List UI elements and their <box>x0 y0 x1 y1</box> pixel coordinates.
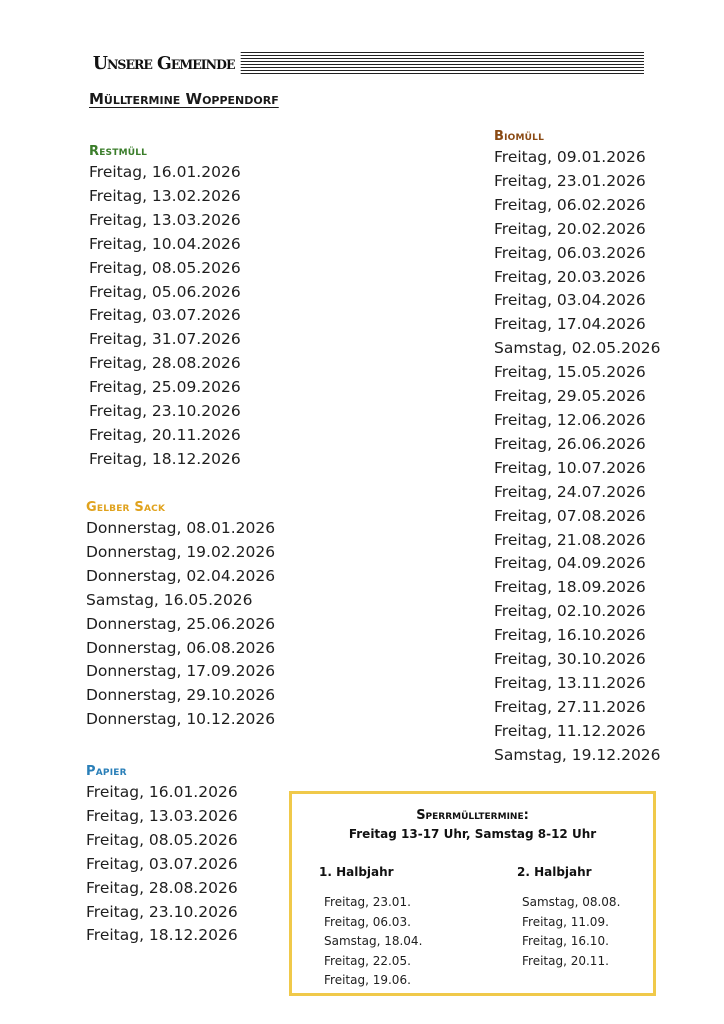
date-item: Freitag, 30.10.2026 <box>494 650 646 669</box>
date-item: Freitag, 23.01. <box>324 895 411 909</box>
second-half-date-list <box>522 893 620 971</box>
date-item: Freitag, 22.05. <box>324 953 411 968</box>
date-item: Freitag, 23.01.2026 <box>494 171 646 190</box>
date-item: Freitag, 08.05.2026 <box>89 258 241 277</box>
date-item: Freitag, 11.12.2026 <box>494 721 646 740</box>
date-item: Freitag, 04.09.2026 <box>494 554 646 573</box>
date-item: Samstag, 16.05.2026 <box>86 590 253 609</box>
date-item: Freitag, 06.03.2026 <box>494 243 646 262</box>
date-item: Freitag, 13.03.2026 <box>89 210 241 229</box>
date-item: Freitag, 03.07.2026 <box>89 306 241 325</box>
first-half-heading: 1. Halbjahr <box>319 865 394 879</box>
date-item: Freitag, 10.04.2026 <box>89 234 241 253</box>
page-header-banner <box>89 52 644 76</box>
date-item: Donnerstag, 06.08.2026 <box>86 638 276 657</box>
date-item: Freitag, 16.10.2026 <box>494 626 646 645</box>
papier-heading: Papier <box>86 764 127 779</box>
date-item: Freitag, 13.03.2026 <box>86 806 238 825</box>
date-item: Donnerstag, 10.12.2026 <box>86 710 276 729</box>
date-item: Freitag, 24.07.2026 <box>494 482 646 501</box>
papier-section <box>86 764 238 948</box>
date-item: Freitag, 08.05.2026 <box>86 830 238 849</box>
date-item: Freitag, 27.11.2026 <box>494 697 646 716</box>
date-item: Freitag, 19.06. <box>324 973 411 988</box>
date-item: Freitag, 20.11. <box>522 953 609 968</box>
date-item: Samstag, 02.05.2026 <box>494 339 661 358</box>
date-item: Freitag, 18.09.2026 <box>494 578 646 597</box>
biomuell-date-list <box>494 146 661 768</box>
first-half-column <box>319 865 422 991</box>
date-item: Freitag, 16.10. <box>522 934 609 949</box>
sperrmuell-box <box>289 791 656 996</box>
date-item: Samstag, 18.04. <box>324 934 423 949</box>
papier-date-list <box>86 781 238 948</box>
date-item: Freitag, 16.01.2026 <box>86 783 238 801</box>
date-item: Freitag, 23.10.2026 <box>89 402 241 421</box>
sperrmuell-title: Sperrmülltermine: <box>416 808 529 823</box>
date-item: Freitag, 05.06.2026 <box>89 282 241 301</box>
gelber-sack-heading: Gelber Sack <box>86 500 166 515</box>
date-item: Freitag, 18.12.2026 <box>89 449 241 468</box>
date-item: Donnerstag, 17.09.2026 <box>86 662 276 681</box>
date-item: Donnerstag, 08.01.2026 <box>86 519 276 537</box>
date-item: Freitag, 26.06.2026 <box>494 434 646 453</box>
date-item: Freitag, 28.08.2026 <box>86 878 238 897</box>
date-item: Donnerstag, 29.10.2026 <box>86 686 276 705</box>
restmuell-section <box>89 144 241 472</box>
date-item: Freitag, 03.04.2026 <box>494 291 646 310</box>
date-item: Freitag, 20.03.2026 <box>494 267 646 286</box>
restmuell-date-list <box>89 161 241 472</box>
date-item: Donnerstag, 19.02.2026 <box>86 542 276 561</box>
date-item: Freitag, 18.12.2026 <box>86 926 238 945</box>
date-item: Freitag, 16.01.2026 <box>89 163 241 181</box>
date-item: Freitag, 06.02.2026 <box>494 195 646 214</box>
date-item: Freitag, 13.02.2026 <box>89 186 241 205</box>
date-item: Freitag, 28.08.2026 <box>89 354 241 373</box>
date-item: Freitag, 07.08.2026 <box>494 506 646 525</box>
date-item: Samstag, 08.08. <box>522 895 621 909</box>
header-title: Unsere Gemeinde <box>89 52 240 76</box>
first-half-date-list <box>324 893 422 991</box>
date-item: Freitag, 17.04.2026 <box>494 315 646 334</box>
date-item: Freitag, 20.02.2026 <box>494 219 646 238</box>
date-item: Freitag, 29.05.2026 <box>494 387 646 406</box>
sperrmuell-hours: Freitag 13-17 Uhr, Samstag 8-12 Uhr <box>348 827 597 841</box>
biomuell-heading: Biomüll <box>494 129 545 144</box>
date-item: Freitag, 03.07.2026 <box>86 854 238 873</box>
date-item: Samstag, 19.12.2026 <box>494 745 661 764</box>
second-half-column <box>517 865 620 971</box>
date-item: Donnerstag, 25.06.2026 <box>86 614 276 633</box>
biomuell-section <box>494 129 661 768</box>
date-item: Freitag, 10.07.2026 <box>494 458 646 477</box>
date-item: Donnerstag, 02.04.2026 <box>86 566 276 585</box>
date-item: Freitag, 25.09.2026 <box>89 378 241 397</box>
gelber-sack-section <box>86 500 275 732</box>
document-title: Mülltermine Woppendorf <box>89 90 279 108</box>
date-item: Freitag, 21.08.2026 <box>494 530 646 549</box>
date-item: Freitag, 23.10.2026 <box>86 902 238 921</box>
date-item: Freitag, 20.11.2026 <box>89 425 241 444</box>
date-item: Freitag, 31.07.2026 <box>89 330 241 349</box>
date-item: Freitag, 06.03. <box>324 914 411 929</box>
date-item: Freitag, 12.06.2026 <box>494 410 646 429</box>
date-item: Freitag, 13.11.2026 <box>494 673 646 692</box>
date-item: Freitag, 02.10.2026 <box>494 602 646 621</box>
date-item: Freitag, 11.09. <box>522 914 609 929</box>
restmuell-heading: Restmüll <box>89 144 148 159</box>
date-item: Freitag, 09.01.2026 <box>494 148 646 166</box>
gelber-sack-date-list <box>86 517 275 732</box>
date-item: Freitag, 15.05.2026 <box>494 363 646 382</box>
second-half-heading: 2. Halbjahr <box>517 865 592 879</box>
